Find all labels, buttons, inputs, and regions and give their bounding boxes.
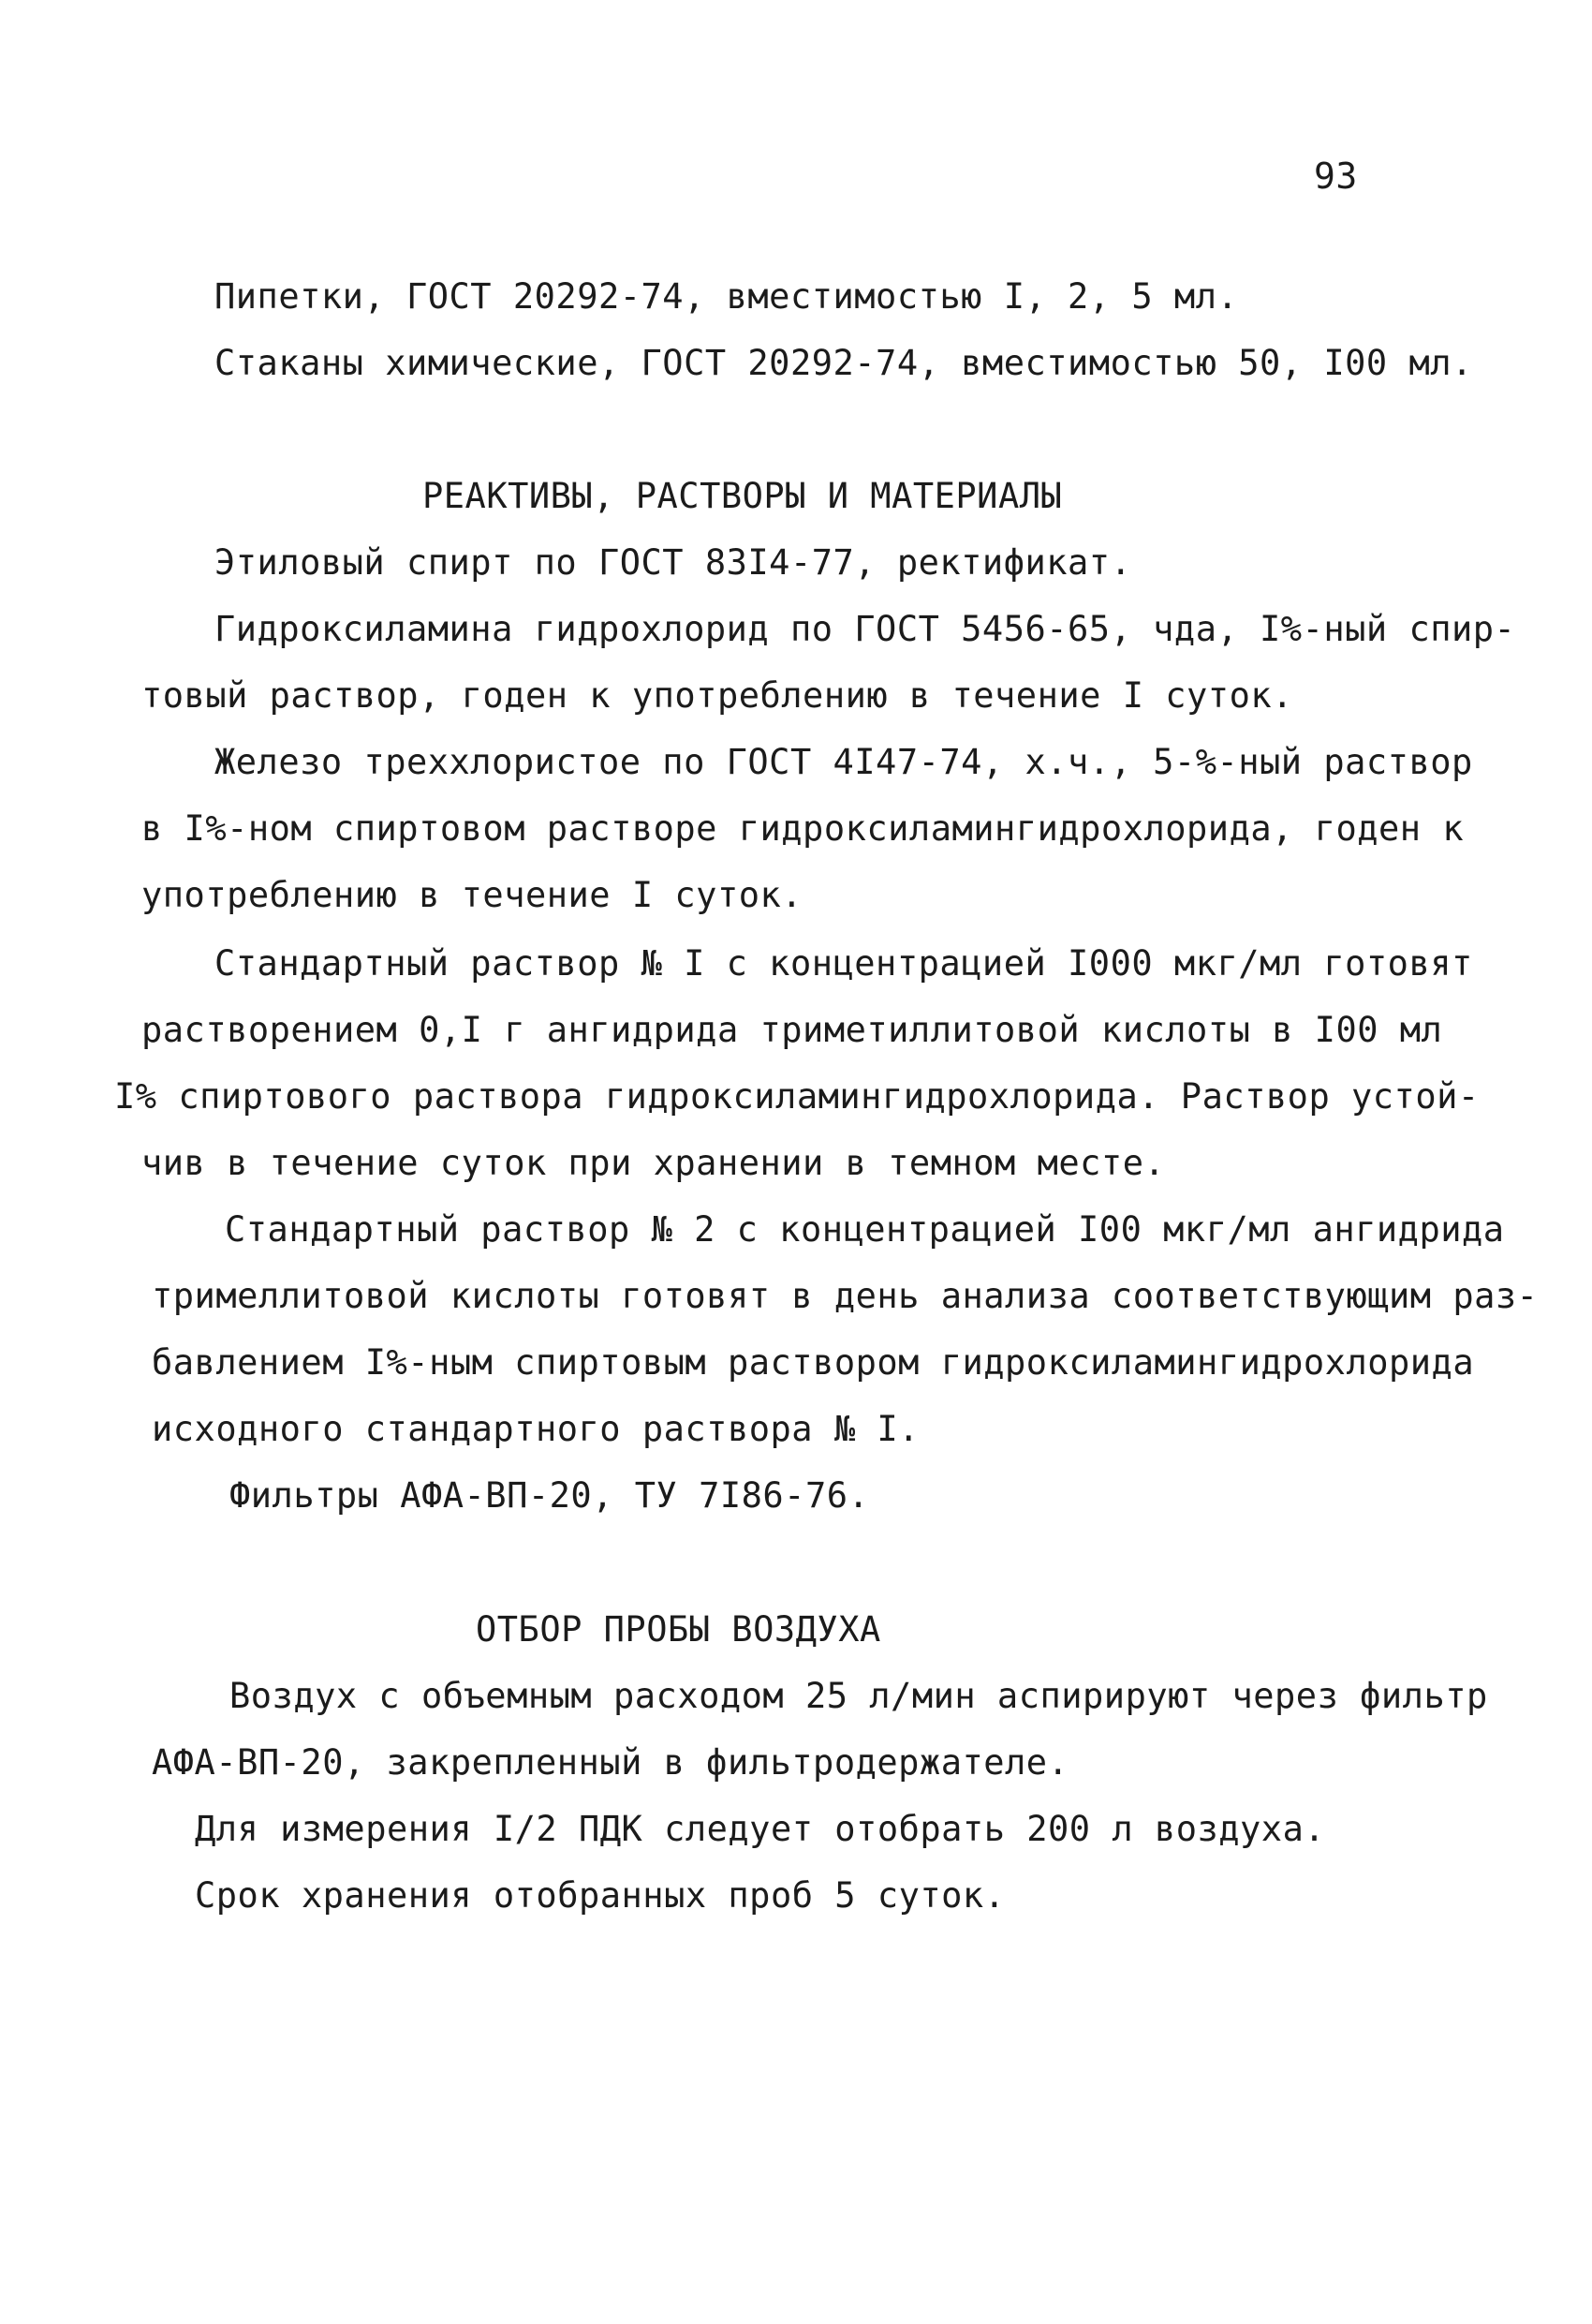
reagents-line-14: исходного стандартного раствора № I. [152,1409,920,1449]
reagents-line-10: чив в течение суток при хранении в темном месте. [141,1143,1166,1183]
reagents-line-12: тримеллитовой кислоты готовят в день анализа соответствующим раз- [152,1276,1539,1316]
reagents-line-8: растворением 0,I г ангидрида триметиллитовой кислоты в I00 мл [141,1010,1443,1050]
reagents-line-11: Стандартный раствор № 2 с концентрацией I00 мкг/мл ангидрида [225,1209,1505,1250]
sampling-line-4: Срок хранения отобранных проб 5 суток. [195,1875,1006,1916]
reagents-line-5: в I%-ном спиртовом растворе гидроксиламингидрохлорида, годен к [141,808,1465,849]
reagents-line-2: Гидроксиламина гидрохлорид по ГОСТ 5456-65, чда, I%-ный спир- [214,609,1516,649]
reagents-line-7: Стандартный раствор № I с концентрацией I000 мкг/мл готовят [214,943,1473,984]
reagents-line-filters: Фильтры АФА-ВП-20, ТУ 7I86-76. [229,1475,870,1516]
section-heading-reagents: РЕАКТИВЫ, РАСТВОРЫ И МАТЕРИАЛЫ [422,476,1063,516]
reagents-line-3: товый раствор, годен к употреблению в течение I суток. [141,675,1293,716]
sampling-line-2: АФА-ВП-20, закрепленный в фильтродержателе. [152,1742,1069,1783]
reagents-line-6: употреблению в течение I суток. [141,875,803,915]
page-number: 93 [1314,155,1358,197]
reagents-line-9: I% спиртового раствора гидроксиламингидрохлорида. Раствор устой- [114,1076,1480,1117]
section-heading-sampling: ОТБОР ПРОБЫ ВОЗДУХА [476,1609,881,1650]
reagents-line-1: Этиловый спирт по ГОСТ 83I4-77, ректификат. [214,542,1132,583]
sampling-line-3: Для измерения I/2 ПДК следует отобрать 200 л воздуха. [195,1809,1326,1849]
reagents-line-4: Железо треххлористое по ГОСТ 4I47-74, х.ч., 5-%-ный раствор [214,742,1473,782]
reagents-line-13: бавлением I%-ным спиртовым раствором гидроксиламингидрохлорида [152,1342,1475,1383]
sampling-line-1: Воздух с объемным расходом 25 л/мин аспирируют через фильтр [229,1676,1488,1716]
equipment-line-pipettes: Пипетки, ГОСТ 20292-74, вместимостью I, 2, 5 мл. [214,276,1239,317]
equipment-line-beakers: Стаканы химические, ГОСТ 20292-74, вместимостью 50, I00 мл. [214,343,1473,383]
